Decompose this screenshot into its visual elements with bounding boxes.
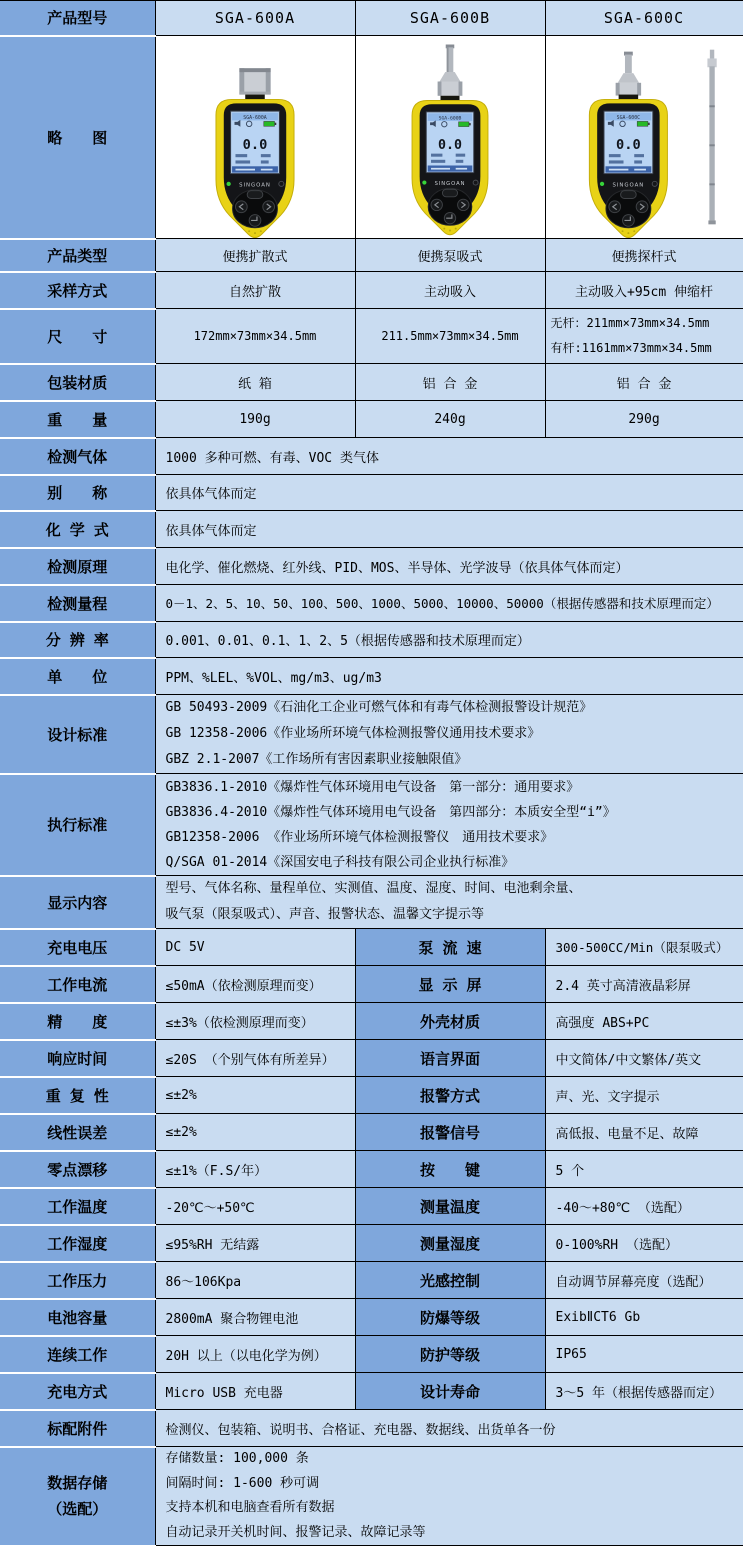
row-label: 精 度	[0, 1003, 155, 1040]
row-value: 依具体气体而定	[155, 475, 743, 511]
row-detect-principle	[0, 548, 743, 585]
row-value	[155, 774, 743, 876]
display-content-line: 吸气泵（限泵吸式）、声音、报警状态、温馨文字提示等	[165, 907, 485, 922]
row-working-temp-measure-temp	[0, 1188, 743, 1225]
pump-probe-icon	[438, 44, 463, 95]
device-screen-title: SGA-600A	[243, 114, 267, 121]
row-label: 充电方式	[0, 1373, 155, 1410]
row-working-pressure-light-control	[0, 1262, 743, 1299]
dimension-with-rod: 有杆:1161mm×73mm×34.5mm	[550, 341, 712, 355]
row-value: ≤±2%	[155, 1114, 355, 1151]
row-label: 采样方式	[0, 272, 155, 309]
row-value: 便携扩散式	[155, 239, 355, 272]
standard-line: GB 50493-2009《石油化工企业可燃气体和有毒气体检测报警设计规范》	[165, 700, 593, 715]
row-value: 中文简体/中文繁体/英文	[545, 1040, 743, 1077]
row-battery-capacity-explosion-proof	[0, 1299, 743, 1336]
row-dimensions	[0, 309, 743, 364]
row-value: 0-100%RH （选配）	[545, 1225, 743, 1262]
dimension-without-rod: 无杆：211mm×73mm×34.5mm	[550, 316, 710, 330]
row-value: 依具体气体而定	[155, 511, 743, 548]
row-label: 检测气体	[0, 438, 155, 475]
row-value: 1000 多种可燃、有毒、VOC 类气体	[155, 438, 743, 475]
pump-probe-icon	[616, 51, 641, 95]
row-value: 172mm×73mm×34.5mm	[155, 309, 355, 364]
row-value: Micro USB 充电器	[155, 1373, 355, 1410]
row-alias	[0, 475, 743, 511]
row-value: -40～+80℃ （选配）	[545, 1188, 743, 1225]
row-value: 0－1、2、5、10、50、100、500、1000、5000、10000、50000（根据传感器和技术原理而定）	[155, 585, 743, 622]
row-value: 3～5 年（根据传感器而定）	[545, 1373, 743, 1410]
row-value: 高强度 ABS+PC	[545, 1003, 743, 1040]
row-value: 190g	[155, 401, 355, 438]
label-product-model: 产品型号	[0, 1, 155, 36]
row-value: 自动调节屏幕亮度（选配）	[545, 1262, 743, 1299]
row-value: 高低报、电量不足、故障	[545, 1114, 743, 1151]
row-value: 主动吸入	[355, 272, 545, 309]
device-illustration-sga600c	[547, 37, 741, 238]
row-value: 211.5mm×73mm×34.5mm	[355, 309, 545, 364]
row-value: IP65	[545, 1336, 743, 1373]
row-value: 290g	[545, 401, 743, 438]
row-value	[155, 1447, 743, 1546]
row-display-content	[0, 876, 743, 929]
product-photo-sga600b	[355, 36, 545, 239]
row-weight	[0, 401, 743, 438]
row-value: ≤95%RH 无结露	[155, 1225, 355, 1262]
row-label: 按 键	[355, 1151, 545, 1188]
device-screen-title: SGA-600C	[616, 114, 641, 121]
row-label: 检测原理	[0, 548, 155, 585]
row-label: 连续工作	[0, 1336, 155, 1373]
row-label: 重 量	[0, 401, 155, 438]
row-value: 自然扩散	[155, 272, 355, 309]
row-accuracy-shell-material	[0, 1003, 743, 1040]
standard-line: GB 12358-2006《作业场所环境气体检测报警仪通用技术要求》	[165, 726, 541, 741]
row-continuous-work-protection-rating	[0, 1336, 743, 1373]
row-data-storage	[0, 1447, 743, 1546]
row-response-time-language	[0, 1040, 743, 1077]
row-value: ≤±3%（依检测原理而变）	[155, 1003, 355, 1040]
row-value: ≤±1%（F.S/年）	[155, 1151, 355, 1188]
row-value: ≤50mA（依检测原理而变）	[155, 966, 355, 1003]
row-value: 检测仪、包装箱、说明书、合格证、充电器、数据线、出货单各一份	[155, 1410, 743, 1447]
row-value	[545, 309, 743, 364]
row-label: 化 学 式	[0, 511, 155, 548]
row-value: ≤20S （个别气体有所差异）	[155, 1040, 355, 1077]
row-value: 20H 以上（以电化学为例）	[155, 1336, 355, 1373]
row-resolution	[0, 622, 743, 658]
row-detect-gas	[0, 438, 743, 475]
row-value: 300-500CC/Min（限泵吸式）	[545, 929, 743, 966]
row-value: 便携泵吸式	[355, 239, 545, 272]
row-zero-drift-keys	[0, 1151, 743, 1188]
row-value	[155, 695, 743, 774]
row-label	[0, 1447, 155, 1546]
row-label: 别 称	[0, 475, 155, 511]
row-label: 泵 流 速	[355, 929, 545, 966]
storage-label-line: 数据存储	[47, 1474, 108, 1492]
row-working-current-display-screen	[0, 966, 743, 1003]
row-detect-range	[0, 585, 743, 622]
row-label: 工作压力	[0, 1262, 155, 1299]
row-label: 单 位	[0, 658, 155, 695]
row-label: 防护等级	[355, 1336, 545, 1373]
row-sampling-method	[0, 272, 743, 309]
row-label: 外壳材质	[355, 1003, 545, 1040]
row-repeatability-alarm-mode	[0, 1077, 743, 1114]
product-photo-sga600c	[545, 36, 743, 239]
model-name-sga600c: SGA-600C	[545, 1, 743, 36]
row-value: 86～106Kpa	[155, 1262, 355, 1299]
model-name-sga600a: SGA-600A	[155, 1, 355, 36]
row-label: 设计寿命	[355, 1373, 545, 1410]
row-chemical-formula	[0, 511, 743, 548]
row-label: 重 复 性	[0, 1077, 155, 1114]
row-value: 240g	[355, 401, 545, 438]
row-label: 标配附件	[0, 1410, 155, 1447]
row-value: 声、光、文字提示	[545, 1077, 743, 1114]
row-label: 光感控制	[355, 1262, 545, 1299]
row-value: 2800mA 聚合物锂电池	[155, 1299, 355, 1336]
storage-line: 存储数量: 100,000 条	[165, 1451, 309, 1466]
device-illustration-sga600a	[157, 37, 353, 238]
telescopic-rod-icon	[707, 49, 716, 224]
row-value: 铝 合 金	[355, 364, 545, 401]
row-label: 报警方式	[355, 1077, 545, 1114]
row-label: 报警信号	[355, 1114, 545, 1151]
header-row	[0, 1, 743, 36]
row-label: 显示内容	[0, 876, 155, 929]
row-value: 纸 箱	[155, 364, 355, 401]
row-value	[155, 876, 743, 929]
standard-line: GB12358-2006 《作业场所环境气体检测报警仪 通用技术要求》	[165, 829, 554, 845]
storage-line: 自动记录开关机时间、报警记录、故障记录等	[165, 1524, 426, 1540]
row-model-type	[0, 239, 743, 272]
row-label: 执行标准	[0, 774, 155, 876]
row-label: 工作温度	[0, 1188, 155, 1225]
row-label: 显 示 屏	[355, 966, 545, 1003]
row-value: 便携探杆式	[545, 239, 743, 272]
row-value: -20℃～+50℃	[155, 1188, 355, 1225]
standard-line: GBZ 2.1-2007《工作场所有害因素职业接触限值》	[165, 752, 468, 767]
row-value: DC 5V	[155, 929, 355, 966]
standard-line: GB3836.4-2010《爆炸性气体环境用电气设备 第四部分：本质安全型“i”》	[165, 804, 616, 820]
row-label: 语言界面	[355, 1040, 545, 1077]
storage-label-line: （选配）	[47, 1500, 108, 1518]
row-linearity-alarm-signal	[0, 1114, 743, 1151]
row-charge-method-design-life	[0, 1373, 743, 1410]
model-name-sga600b: SGA-600B	[355, 1, 545, 36]
row-label: 响应时间	[0, 1040, 155, 1077]
row-packaging	[0, 364, 743, 401]
row-label: 工作湿度	[0, 1225, 155, 1262]
row-value: 电化学、催化燃烧、红外线、PID、MOS、半导体、光学波导（依具体气体而定）	[155, 548, 743, 585]
standard-line: Q/SGA 01-2014《深国安电子科技有限公司企业执行标准》	[165, 854, 515, 870]
row-working-humidity-measure-humidity	[0, 1225, 743, 1262]
row-value: 5 个	[545, 1151, 743, 1188]
device-illustration-sga600b	[357, 37, 543, 238]
row-label: 防爆等级	[355, 1299, 545, 1336]
row-label: 产品类型	[0, 239, 155, 272]
row-charge-voltage-pump-flow	[0, 929, 743, 966]
row-value: 铝 合 金	[545, 364, 743, 401]
row-label: 分 辨 率	[0, 622, 155, 658]
storage-line: 支持本机和电脑查看所有数据	[165, 1500, 335, 1515]
standard-line: GB3836.1-2010《爆炸性气体环境用电气设备 第一部分：通用要求》	[165, 779, 580, 795]
row-label: 电池容量	[0, 1299, 155, 1336]
row-accessories	[0, 1410, 743, 1447]
row-label: 检测量程	[0, 585, 155, 622]
row-value: ExibⅡCT6 Gb	[545, 1299, 743, 1336]
row-label: 零点漂移	[0, 1151, 155, 1188]
row-design-standard	[0, 695, 743, 774]
label-sketch: 略 图	[0, 36, 155, 239]
row-value: 0.001、0.01、0.1、1、2、5（根据传感器和技术原理而定）	[155, 622, 743, 658]
row-label: 尺 寸	[0, 309, 155, 364]
row-label: 线性误差	[0, 1114, 155, 1151]
row-value: PPM、%LEL、%VOL、mg/m3、ug/m3	[155, 658, 743, 695]
device-screen-title: SGA-600B	[438, 115, 462, 121]
row-label: 设计标准	[0, 695, 155, 774]
row-exec-standard	[0, 774, 743, 876]
row-value: ≤±2%	[155, 1077, 355, 1114]
row-label: 包装材质	[0, 364, 155, 401]
storage-line: 间隔时间: 1-600 秒可调	[165, 1475, 320, 1491]
row-label: 测量湿度	[355, 1225, 545, 1262]
sketch-row	[0, 36, 743, 239]
row-unit	[0, 658, 743, 695]
product-photo-sga600a	[155, 36, 355, 239]
row-label: 充电电压	[0, 929, 155, 966]
row-value: 主动吸入+95cm 伸缩杆	[545, 272, 743, 309]
display-content-line: 型号、气体名称、量程单位、实测值、温度、湿度、时间、电池剩余量、	[165, 881, 582, 896]
row-label: 工作电流	[0, 966, 155, 1003]
sensor-cap-icon	[239, 68, 270, 94]
row-value: 2.4 英寸高清液晶彩屏	[545, 966, 743, 1003]
row-label: 测量温度	[355, 1188, 545, 1225]
